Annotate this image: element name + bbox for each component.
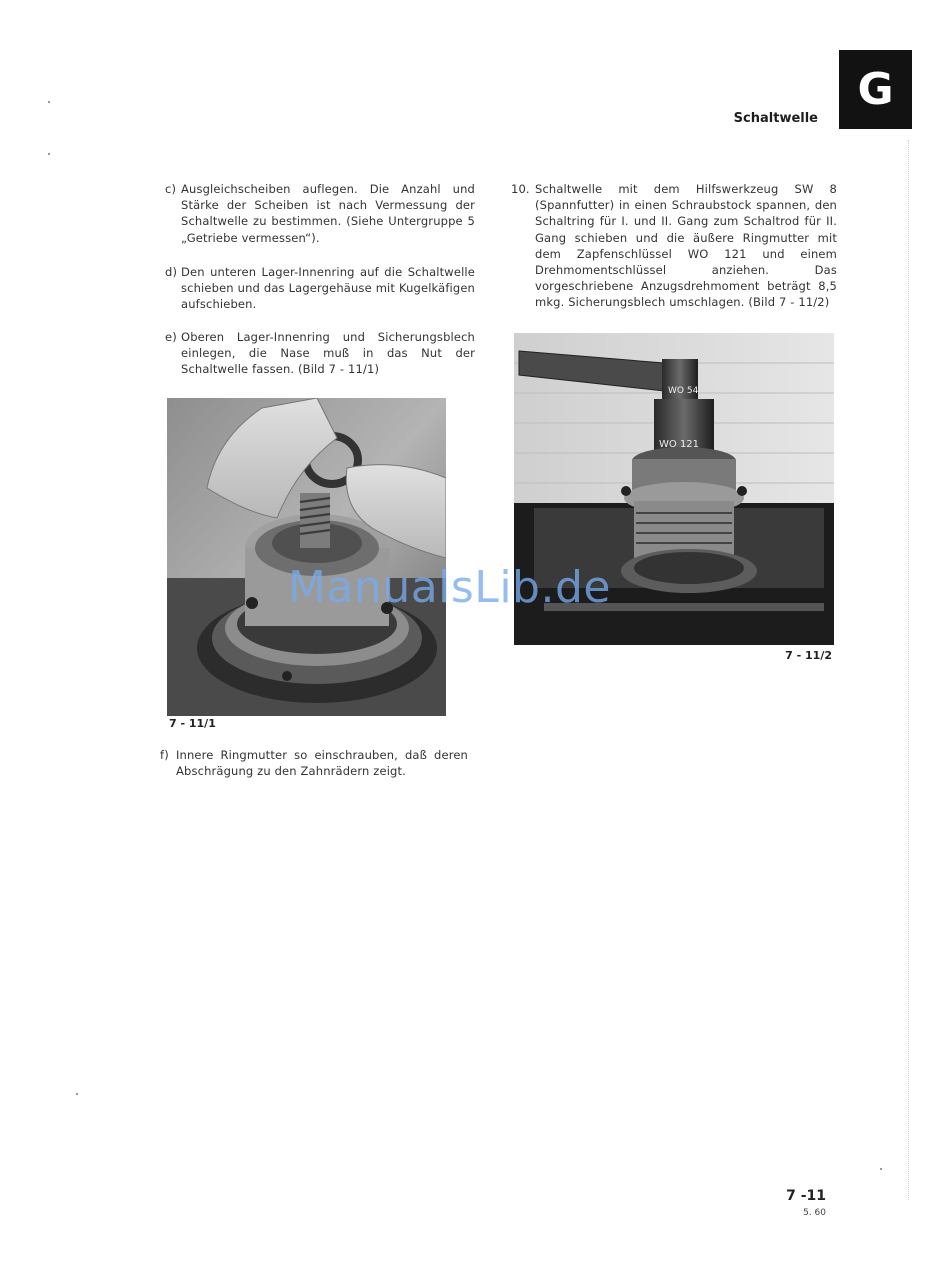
step-e-label: e) [165, 330, 177, 344]
step-d-label: d) [165, 265, 178, 279]
scan-speck [48, 153, 50, 155]
page-header: Schaltwelle [733, 111, 818, 126]
tool-label-top: WO 54 [668, 386, 699, 396]
step-10-label: 10. [511, 182, 530, 196]
step-e [165, 329, 475, 378]
figure-7-11-1-photo [167, 398, 446, 716]
hands-bearing-photo [167, 398, 446, 716]
scan-speck [76, 1093, 78, 1095]
scan-speck [48, 101, 50, 103]
scan-edge-line [908, 140, 910, 1200]
step-10-text: Schaltwelle mit dem Hilfswerkzeug SW 8 (Spannfutter) in einen Schraubstock spannen, den Schaltring für I. und II. Gang zum Schaltrod für II. Gang schieben und die äußere Ringmutter mit dem Zapfenschlüssel WO 121 und einem Drehmomentschlüssel anziehen. Das vorgeschriebene Anzugsdrehmoment beträgt 8,5 mkg. Sicherungsblech umschlagen. (Bild 7 - 11/2) [535, 182, 837, 310]
scan-speck [880, 1168, 882, 1170]
step-c-text: Ausgleichscheiben auflegen. Die Anzahl und Stärke der Scheiben ist nach Vermessung der Schaltwelle zu bestimmen. (Siehe Untergruppe 5 „Getriebe vermessen“). [181, 182, 475, 245]
step-10 [511, 181, 837, 311]
section-tab: G [839, 50, 912, 129]
figure-7-11-1-caption: 7 - 11/1 [169, 717, 216, 730]
step-f [160, 747, 468, 779]
step-f-text: Innere Ringmutter so einschrauben, daß deren Abschrägung zu den Zahnrädern zeigt. [176, 748, 468, 779]
step-f-label: f) [160, 748, 169, 762]
page-date: 5. 60 [803, 1208, 826, 1218]
step-e-text: Oberen Lager-Innenring und Sicherungsblech einlegen, die Nase muß in das Nut der Schaltwelle fassen. (Bild 7 - 11/1) [181, 330, 475, 377]
figure-7-11-2-caption: 7 - 11/2 [785, 649, 832, 662]
step-d [165, 264, 475, 313]
tool-label-mid: WO 121 [659, 439, 700, 450]
step-c [165, 181, 475, 246]
step-d-text: Den unteren Lager-Innenring auf die Schaltwelle schieben und das Lagergehäuse mit Kugelkäfigen aufschieben. [181, 265, 475, 312]
step-c-label: c) [165, 182, 177, 196]
page-number: 7 -11 [786, 1188, 826, 1204]
watermark: ManualsLib.de [288, 562, 611, 613]
